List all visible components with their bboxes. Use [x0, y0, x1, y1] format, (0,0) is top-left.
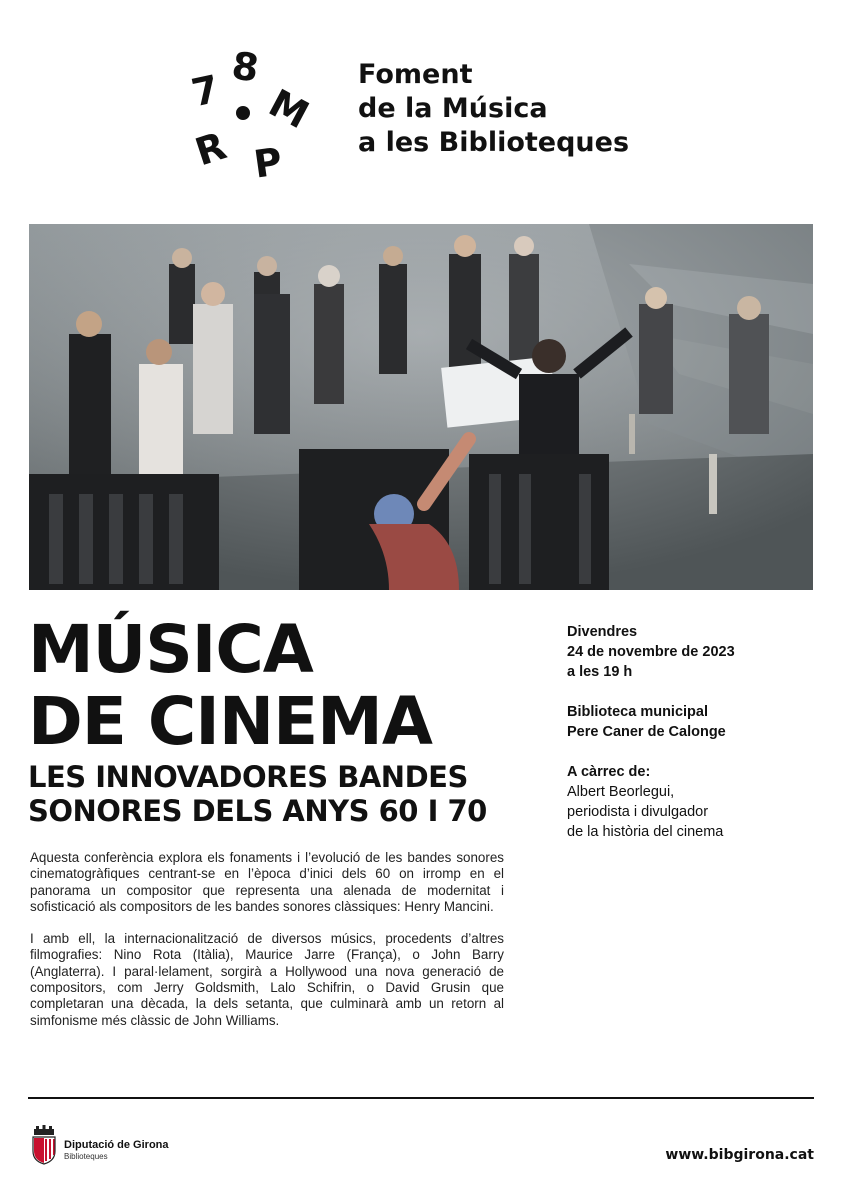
event-title: MÚSICA DE CINEMA — [28, 611, 432, 760]
event-info — [567, 622, 827, 862]
speaker-line-3: de la història del cinema — [567, 824, 724, 840]
speaker-line-2: periodista i divulgador — [567, 804, 709, 820]
orchestra-photo-illustration — [29, 224, 813, 590]
diputacio-crest-icon — [30, 1125, 58, 1165]
logo-glyph-M: M — [261, 80, 316, 138]
footer-divider — [28, 1097, 814, 1099]
speaker-line-1: Albert Beorlegui, — [567, 784, 675, 800]
header-title: Foment de la Música a les Biblioteques — [358, 59, 630, 158]
event-venue — [567, 702, 827, 742]
event-speaker — [567, 762, 827, 842]
description-paragraph-1: Aquesta conferència explora els fonaments i l’evolució de les bandes sonores cinematogràfiques centrant-se en l’època d’inici dels 60 on irromp en el panorama un compositor que representa una alenada de modernitat i sofisticació als compositors de les bandes sonores clàssiques: Henry Mancini. — [30, 850, 504, 914]
description-paragraph-2: I amb ell, la internacionalització de diversos músics, procedents d’altres filmografies: Nino Rota (Itàlia), Maurice Jarre (França), o John Barry (Anglaterra). I paral·lelament, sorgirà a Hollywood una nova generació de compositors, com Jerry Goldsmith, Lalo Schifrin, o David Grusin que completaran una dècada, la dels setanta, que culminarà amb un retorn al simfonisme més clàssic de John Williams. — [30, 931, 504, 1028]
speaker-label: A càrrec de: — [567, 764, 651, 780]
event-subtitle: LES INNOVADORES BANDES SONORES DELS ANYS 60 I 70 — [28, 760, 487, 828]
logo-glyph-P: P — [251, 139, 285, 187]
logo-dot-icon — [236, 106, 250, 120]
orchestra-photo — [29, 224, 813, 590]
logo-glyph-R: R — [189, 123, 232, 175]
footer-website-link[interactable]: www.bibgirona.cat — [665, 1147, 814, 1163]
event-time: a les 19 h — [567, 664, 633, 680]
logo-glyph-7: 7 — [187, 66, 223, 116]
event-datetime — [567, 622, 827, 682]
event-date: 24 de novembre de 2023 — [567, 644, 735, 660]
78rpm-logo — [180, 40, 330, 190]
footer-org-name: Diputació de Girona — [64, 1139, 169, 1151]
event-day: Divendres — [567, 624, 638, 640]
venue-line-2: Pere Caner de Calonge — [567, 724, 726, 740]
footer-org-sub: Biblioteques — [64, 1152, 108, 1161]
venue-line-1: Biblioteca municipal — [567, 704, 708, 720]
event-description — [30, 850, 504, 1045]
logo-glyph-8: 8 — [229, 43, 262, 91]
